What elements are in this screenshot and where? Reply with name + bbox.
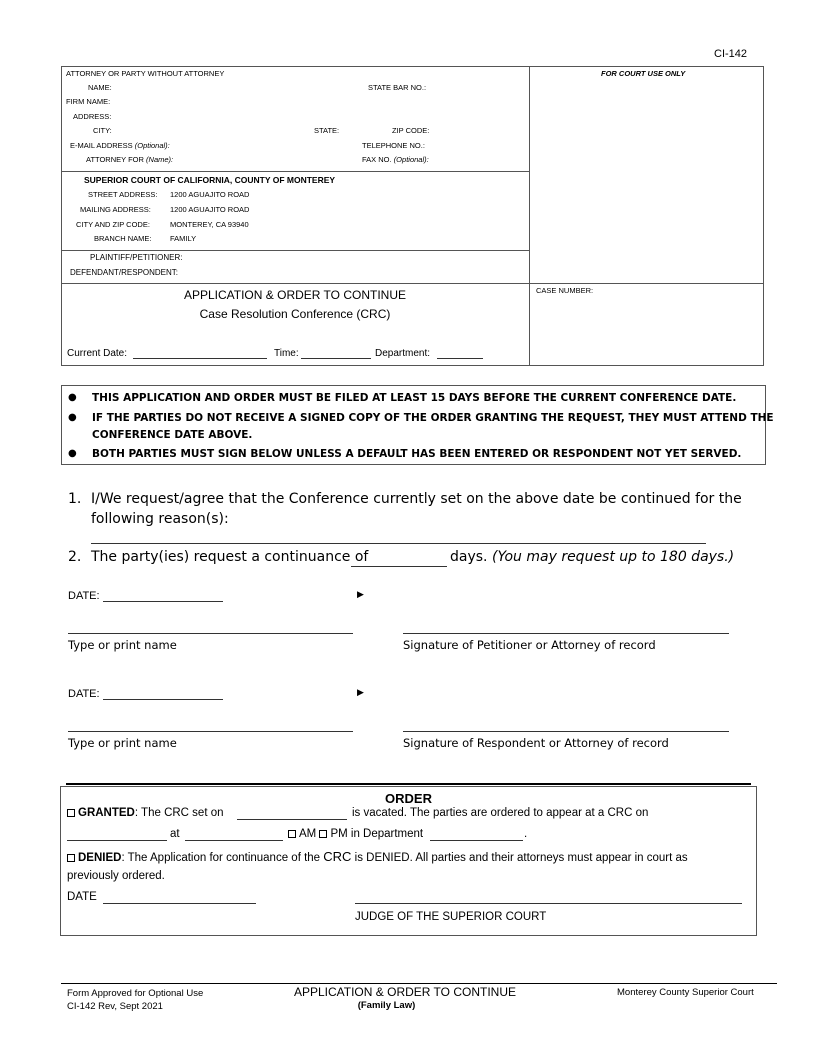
name-label: NAME:: [88, 83, 112, 92]
mailing-label: MAILING ADDRESS:: [80, 205, 151, 214]
city-label: CITY:: [93, 126, 112, 135]
attorney-label: ATTORNEY OR PARTY WITHOUT ATTORNEY: [66, 69, 225, 78]
form-id: CI-142: [714, 48, 748, 60]
current-date-field[interactable]: [133, 358, 267, 359]
petitioner-name-field[interactable]: [68, 633, 353, 634]
court-use-label: FOR COURT USE ONLY: [601, 69, 686, 78]
department-label: Department:: [375, 348, 431, 359]
fax-label: FAX NO. (Optional):: [362, 155, 429, 164]
order-title: ORDER: [385, 791, 432, 806]
item1-text: I/We request/agree that the Conference currently set on the above date be continued for the: [91, 491, 742, 507]
type-name-label: Type or print name: [68, 638, 177, 652]
days-field[interactable]: [351, 566, 447, 567]
respondent-signature-field[interactable]: [403, 731, 729, 732]
time-label: Time:: [274, 348, 299, 359]
form-title: APPLICATION & ORDER TO CONTINUE: [183, 288, 407, 302]
zip-label: ZIP CODE:: [392, 126, 430, 135]
denied-line: DENIED: The Application for continuance of the CRC is DENIED. All parties and their attorneys must appear in court as: [67, 849, 688, 864]
footer-approved: Form Approved for Optional Use: [67, 988, 204, 999]
petitioner-signature-field[interactable]: [403, 633, 729, 634]
item2-text: The party(ies) request a continuance of: [91, 549, 369, 565]
ampm-line: AM PM in Department: [288, 828, 423, 840]
granted-line: GRANTED: The CRC set on: [67, 807, 224, 819]
page: CI-142 ATTORNEY OR PARTY WITHOUT ATTORNEY NAME: STATE BAR NO.: FIRM NAME: ADDRESS: CITY: STATE: ZIP CODE: E-MAIL ADDRESS (Optional): TELEPHONE NO.: ATTORNEY FOR (Name): FAX NO. (Optional): FOR COURT USE ONLY SUPERIOR COURT OF CALIFORNIA, COUNTY OF MONTEREY STREET ADDRESS: 1200 AGUAJITO ROAD MAILING ADDRESS: 1200 AGUAJITO ROAD CITY AND ZIP CODE: MONTEREY, CA 93940 BRANCH NAME: FAMILY PLAINTIFF/PETITIONER: DEFENDANT/RESPONDENT: APPLICATION & ORDER TO CONTINUE Case Resolution Conference (CRC) CASE NUMBER: Current Date: Time: Department: ● THIS APPLICATION AND ORDER MUST BE FILED AT LEAST 15 DAYS BEFORE THE CURRENT CONFERENCE DATE. ● IF THE PARTIES DO NOT RECEIVE A SIGNED COPY OF THE ORDER GRANTING THE REQUEST, THEY MUST ATTEND THE CONFERENCE DATE ABOVE. ● BOTH PARTIES MUST SIGN BELOW UNLESS A DEFAULT HAS BEEN ENTERED OR RESPONDENT NOT YET SERVED. 1. I/We request/agree that the Conference currently set on the above date be continued for the following reason(s): 2. The party(ies) request a continuance of days. (You may request up to 180 days.) DATE: ▶ Type or print name Signature of Petitioner or Attorney of record DATE: ▶ Type or print name Signature of Respondent or Attorney of record ORDER GRANTED: The CRC set on is vacated. The parties are ordered to appear at a CRC on at AM PM in Department . DENIED: The Application for continuance of the CRC is DENIED. All parties and their attorneys must appear in court as previously ordered. DATE JUDGE OF THE SUPERIOR COURT Form Approved for Optional Use CI-142 Rev, Sept 2021 APPLICATION & ORDER TO CONTINUE (Family Law) Monterey County Superior Court: [0, 0, 816, 1056]
item1-number: 1.: [68, 491, 82, 507]
cityzip-label: CITY AND ZIP CODE:: [76, 220, 150, 229]
footer-subtitle: (Family Law): [357, 1000, 416, 1011]
new-crc-date-field[interactable]: [67, 840, 167, 841]
case-number-label: CASE NUMBER:: [536, 286, 594, 295]
state-bar-label: STATE BAR NO.:: [368, 83, 427, 92]
denied-checkbox[interactable]: [67, 854, 75, 862]
reason-field[interactable]: [91, 543, 706, 544]
petitioner-signature-label: Signature of Petitioner or Attorney of record: [403, 638, 656, 652]
firm-name-label: FIRM NAME:: [66, 97, 111, 106]
respondent-name-field[interactable]: [68, 731, 353, 732]
department-field[interactable]: [437, 358, 483, 359]
judge-label: JUDGE OF THE SUPERIOR COURT: [355, 911, 547, 923]
court-title: SUPERIOR COURT OF CALIFORNIA, COUNTY OF MONTEREY: [84, 175, 336, 185]
judge-signature-field[interactable]: [355, 903, 742, 904]
denied-cont: previously ordered.: [67, 870, 165, 882]
respondent-date-label: DATE:: [68, 688, 100, 700]
order-date-label: DATE: [67, 891, 97, 903]
item2-number: 2.: [68, 549, 82, 565]
state-label: STATE:: [314, 126, 340, 135]
time-field[interactable]: [301, 358, 371, 359]
current-date-label: Current Date:: [67, 348, 128, 359]
petitioner-date-field[interactable]: [103, 601, 223, 602]
item1-text-cont: following reason(s):: [91, 511, 229, 527]
order-date-field[interactable]: [103, 903, 256, 904]
telephone-label: TELEPHONE NO.:: [362, 141, 425, 150]
order-department-field[interactable]: [430, 840, 523, 841]
mailing-value: 1200 AGUAJITO ROAD: [170, 205, 250, 214]
pm-checkbox[interactable]: [319, 830, 327, 838]
branch-label: BRANCH NAME:: [94, 234, 152, 243]
defendant-label: DEFENDANT/RESPONDENT:: [70, 268, 179, 277]
street-value: 1200 AGUAJITO ROAD: [170, 190, 250, 199]
footer-rev: CI-142 Rev, Sept 2021: [67, 1001, 163, 1012]
attorney-for-label: ATTORNEY FOR (Name):: [86, 155, 174, 164]
address-label: ADDRESS:: [73, 112, 112, 121]
granted-checkbox[interactable]: [67, 809, 75, 817]
respondent-signature-label: Signature of Respondent or Attorney of record: [403, 736, 669, 750]
branch-value: FAMILY: [170, 234, 197, 243]
plaintiff-label: PLAINTIFF/PETITIONER:: [90, 253, 183, 262]
type-name-label: Type or print name: [68, 736, 177, 750]
at-label: at: [170, 828, 180, 840]
petitioner-date-label: DATE:: [68, 590, 100, 602]
cityzip-value: MONTEREY, CA 93940: [170, 220, 249, 229]
email-label: E-MAIL ADDRESS (Optional):: [70, 141, 170, 150]
order-divider: [66, 783, 751, 785]
arrow-icon: ▶: [357, 589, 364, 599]
street-label: STREET ADDRESS:: [88, 190, 158, 199]
item2-note: (You may request up to 180 days.): [492, 549, 735, 565]
granted-text: is vacated. The parties are ordered to appear at a CRC on: [352, 807, 649, 819]
respondent-date-field[interactable]: [103, 699, 223, 700]
am-checkbox[interactable]: [288, 830, 296, 838]
item2-days: days.: [450, 549, 488, 565]
crc-date-field[interactable]: [237, 819, 347, 820]
new-crc-time-field[interactable]: [185, 840, 283, 841]
footer-court: Monterey County Superior Court: [617, 987, 754, 998]
footer-title: APPLICATION & ORDER TO CONTINUE: [293, 985, 517, 999]
form-subtitle: Case Resolution Conference (CRC): [199, 307, 391, 321]
caption-box: [61, 66, 764, 366]
arrow-icon: ▶: [357, 687, 364, 697]
